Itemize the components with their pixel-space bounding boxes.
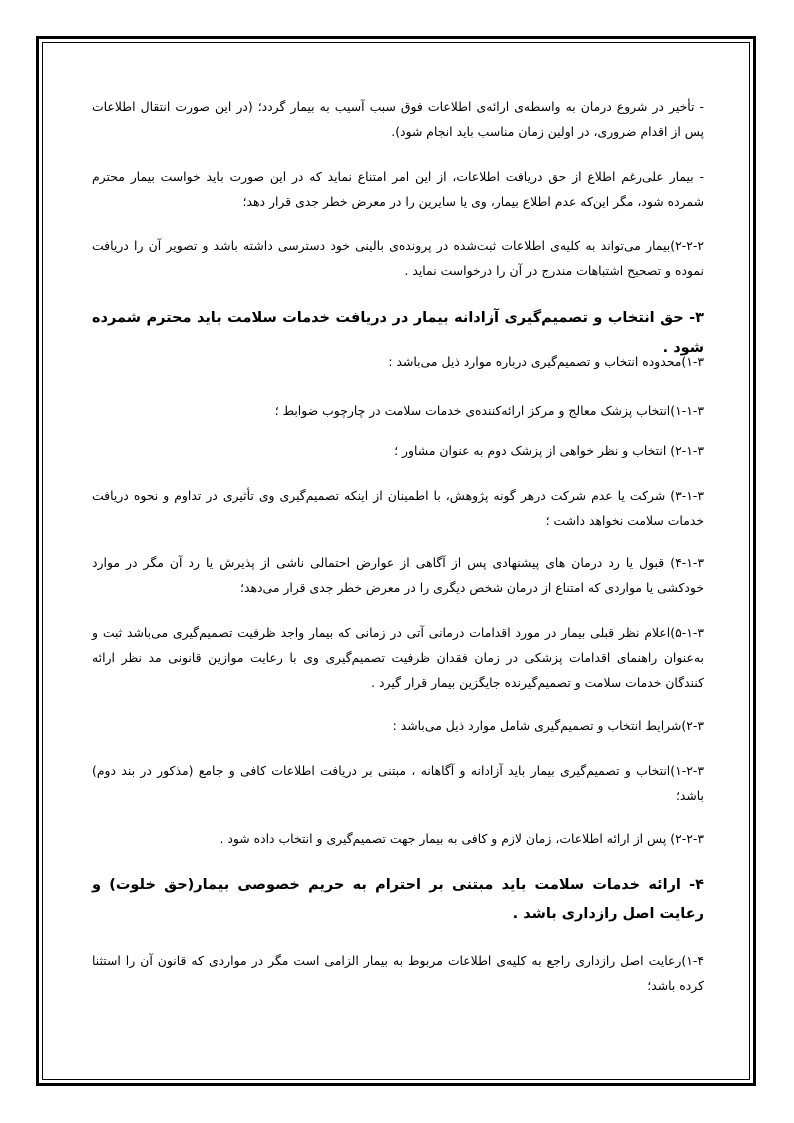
paragraph-3-1-5: ۵-۱-۳)اعلام نظر قبلی بیمار در مورد اقدامات درمانی آتی در زمانی که بیمار واجد ظرفیت تصمیم‌گیری می‌باشد ثبت و به‌عنوان راهنمای اقدامات پزشکی در زمان فقدان ظرفیت تصمیم‌گیری وی با رعایت موازین قانونی مد نظر ارائه کنندگان خدمات سلامت و تصمیم‌گیرنده جایگزین بیمار قرار گیرد . xyxy=(92,625,704,690)
paragraph-delay-treatment: - تأخیر در شروع درمان به واسطه‌ی ارائه‌ی اطلاعات فوق سبب آسیب به بیمار گردد؛ (در این صورت انتقال اطلاعات پس از اقدام ضروری، در اولین زمان مناسب باید انجام شود). xyxy=(92,99,704,139)
paragraph-3-1: ۱-۳)محدوده انتخاب و تصمیم‌گیری درباره موارد ذیل می‌باشد : xyxy=(388,354,704,369)
paragraph-3-1-3: ۳-۱-۳) شرکت یا عدم شرکت درهر گونه پژوهش، با اطمینان از اینکه تصمیم‌گیری وی تأثیری در تداوم و نحوه دریافت خدمات سلامت نخواهد داشت ؛ xyxy=(92,488,704,528)
section-heading-4: ۴- ارائه خدمات سلامت باید مبتنی بر احترام به حریم خصوصی بیمار(حق خلوت) و رعایت اصل رازداری باشد . xyxy=(92,877,704,922)
paragraph-4-1: ۱-۴)رعایت اصل رازداری راجع به کلیه‌ی اطلاعات مربوط به بیمار الزامی است مگر در مواردی که قانون آن را استثنا کرده باشد؛ xyxy=(92,953,704,993)
paragraph-3-2-1: ۱-۲-۳)انتخاب و تصمیم‌گیری بیمار باید آزادانه و آگاهانه ، مبتنی بر دریافت اطلاعات کافی و جامع (مذکور در بند دوم) باشد؛ xyxy=(92,763,704,803)
paragraph-3-1-4: ۴-۱-۳) قبول یا رد درمان های پیشنهادی پس از آگاهی از عوارض احتمالی ناشی از پذیرش یا رد آن مگر در موارد خودکشی یا مواردی که امتناع از درمان شخص دیگری را در معرض خطر جدی قرار می‌دهد؛ xyxy=(92,555,704,595)
paragraph-3-1-2: ۲-۱-۳) انتخاب و نظر خواهی از پزشک دوم به عنوان مشاور ؛ xyxy=(394,443,704,458)
paragraph-2-2-2: ۲-۲-۲)بیمار می‌تواند به کلیه‌ی اطلاعات ثبت‌شده در پرونده‌ی بالینی خود دسترسی داشته باشد و تصویر آن را دریافت نموده و تصحیح اشتباهات مندرج در آن را درخواست نماید . xyxy=(92,238,704,278)
section-heading-3: ۳- حق انتخاب و تصمیم‌گیری آزادانه بیمار در دریافت خدمات سلامت باید محترم شمرده شود . xyxy=(92,310,704,356)
paragraph-3-1-1: ۱-۱-۳)انتخاب پزشک معالج و مرکز ارائه‌کننده‌ی خدمات سلامت در چارچوب ضوابط ؛ xyxy=(274,403,704,418)
paragraph-3-2-2: ۲-۲-۳) پس از ارائه اطلاعات، زمان لازم و کافی به بیمار جهت تصمیم‌گیری و انتخاب داده شود . xyxy=(219,831,704,846)
paragraph-3-2: ۲-۳)شرایط انتخاب و تصمیم‌گیری شامل موارد ذیل می‌باشد : xyxy=(392,718,704,733)
paragraph-refusal-information: - بیمار علی‌رغم اطلاع از حق دریافت اطلاعات، از این امر امتناع نماید که در این صورت باید خواست بیمار محترم شمرده شود، مگر این‌که عدم اطلاع بیمار، وی یا سایرین را در معرض خطر جدی قرار دهد؛ xyxy=(92,169,704,209)
